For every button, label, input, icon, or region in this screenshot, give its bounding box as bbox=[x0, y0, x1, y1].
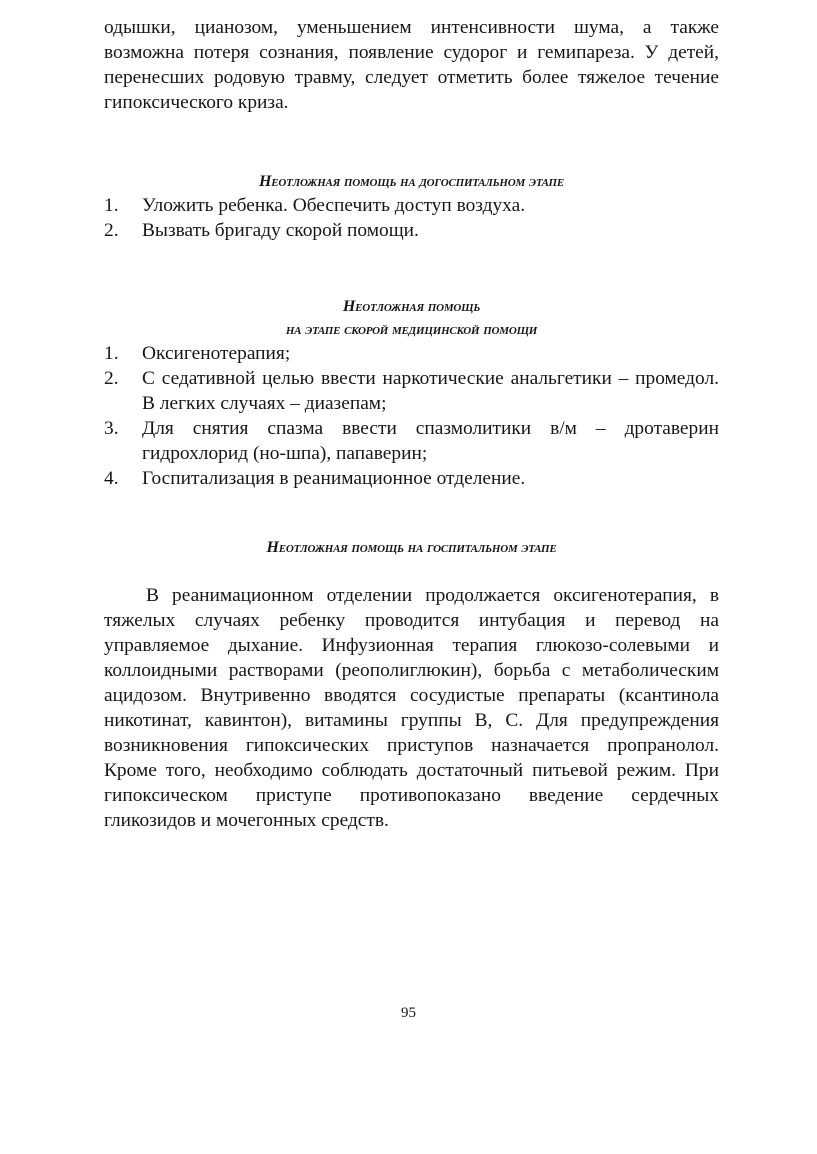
list-ambulance bbox=[104, 341, 719, 491]
list-item-number: 4. bbox=[104, 468, 119, 489]
list-item-text: Уложить ребенка. Обеспечить доступ воздуха. bbox=[142, 195, 526, 216]
heading-ambulance bbox=[104, 295, 719, 341]
heading-ambulance-line1: Неотложная помощь bbox=[342, 298, 481, 315]
list-item-text: С седативной целью ввести наркотические анальгетики – промедол. В легких случаях – диазепам; bbox=[142, 368, 719, 414]
list-item-number: 2. bbox=[104, 220, 119, 241]
heading-hospital bbox=[104, 536, 719, 559]
list-item-text: Вызвать бригаду скорой помощи. bbox=[142, 220, 419, 241]
list-item bbox=[104, 416, 719, 466]
list-item-text: Госпитализация в реанимационное отделение. bbox=[142, 468, 526, 489]
list-item-text: Оксигенотерапия; bbox=[142, 343, 291, 364]
list-item bbox=[104, 341, 719, 366]
list-item-number: 2. bbox=[104, 368, 119, 389]
list-item-number: 1. bbox=[104, 343, 119, 364]
hospital-paragraph: В реанимационном отделении продолжается оксигенотерапия, в тяжелых случаях ребенку проводится интубация и перевод на управляемое дыхание. Инфузионная терапия глюкозо-солевыми и коллоидными растворами (реополиглюкин), борьба с метаболическим ацидозом. Внутривенно вводятся сосудистые препараты (ксантинола никотинат, кавинтон), витамины группы В, С. Для предупреждения возникновения гипоксических приступов назначается пропранолол. Кроме того, необходимо соблюдать достаточный питьевой режим. При гипоксическом приступе противопоказано введение сердечных гликозидов и мочегонных средств. bbox=[104, 585, 719, 831]
intro-paragraph: одышки, цианозом, уменьшением интенсивности шума, а также возможна потеря сознания, появление судорог и гемипареза. У детей, перенесших родовую травму, следует отметить более тяжелое течение гипоксического криза. bbox=[104, 17, 719, 113]
list-item bbox=[104, 193, 719, 218]
list-item bbox=[104, 466, 719, 491]
list-prehospital bbox=[104, 193, 719, 243]
list-item bbox=[104, 366, 719, 416]
list-item bbox=[104, 218, 719, 243]
list-item-number: 3. bbox=[104, 418, 119, 439]
list-item-text: Для снятия спазма ввести спазмолитики в/м – дротаверин гидрохлорид (но-шпа), папаверин; bbox=[142, 418, 719, 464]
list-item-number: 1. bbox=[104, 195, 119, 216]
heading-prehospital bbox=[104, 170, 719, 193]
heading-ambulance-line2: на этапе скорой медицинской помощи bbox=[285, 321, 538, 338]
heading-prehospital-text: Неотложная помощь на догоспитальном этапе bbox=[258, 173, 564, 190]
page-number: 95 bbox=[401, 1005, 416, 1021]
heading-hospital-text: Неотложная помощь на госпитальном этапе bbox=[266, 539, 557, 556]
page-content bbox=[104, 15, 719, 852]
